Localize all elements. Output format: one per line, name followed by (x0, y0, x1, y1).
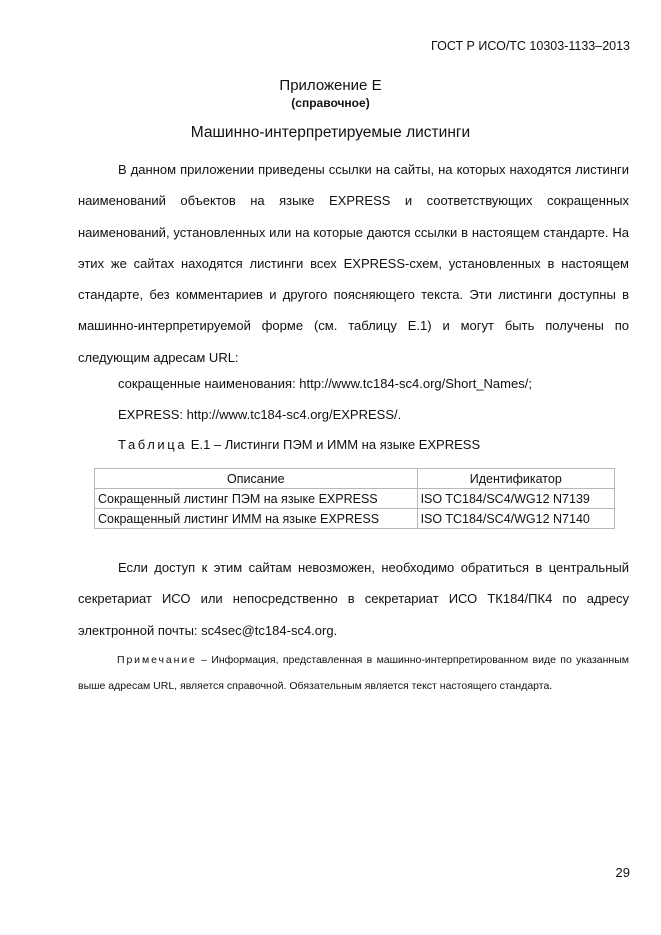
intro-paragraph (78, 154, 629, 373)
intro-paragraph-text: В данном приложении приведены ссылки на сайты, на которых находятся листинги наименований объектов на языке EXPRESS и соответствующих сокращенных наименований, установленных или на которые даются ссылки в настоящем стандарте. На этих же сайтах находятся листинги всех EXPRESS-схем, установленных в настоящем стандарте, без комментариев и другого поясняющего текста. Эти листинги доступны в машинно-интерпретируемой форме (см. таблицу Е.1) и могут быть получены по следующим адресам URL: (78, 162, 629, 365)
table-cell-description: Сокращенный листинг ПЭМ на языке EXPRESS (95, 489, 418, 509)
note (78, 647, 629, 699)
note-text: Информация, представленная в машинно-интерпретированном виде по указанным выше адресам URL, является справочной. Обязательным является текст настоящего стандарта. (78, 654, 629, 692)
table-caption (118, 437, 480, 452)
document-code: ГОСТ Р ИСО/ТС 10303-1133–2013 (431, 39, 630, 53)
page-number: 29 (615, 865, 630, 880)
section-heading: Машинно-интерпретируемые листинги (190, 124, 471, 141)
table-caption-label: Таблица (118, 437, 188, 452)
url-short-names: сокращенные наименования: http://www.tc184-sc4.org/Short_Names/; (118, 376, 532, 391)
contact-paragraph-text: Если доступ к этим сайтам невозможен, необходимо обратиться в центральный секретариат ИСО или непосредственно в секретариат ИСО ТК184/ПК4 по адресу электронной почты: sc4sec@tc184-sc4.org. (78, 560, 629, 638)
table-header-row (95, 469, 615, 489)
table-caption-text: Е.1 – Листинги ПЭМ и ИММ на языке EXPRESS (187, 437, 481, 452)
table-cell-description: Сокращенный листинг ИММ на языке EXPRESS (95, 509, 418, 529)
listings-table (94, 468, 615, 529)
note-label: Примечание (117, 654, 197, 666)
contact-paragraph (78, 552, 629, 646)
table-row (95, 489, 615, 509)
table-cell-identifier: ISO TC184/SC4/WG12 N7140 (417, 509, 614, 529)
column-header-description: Описание (95, 469, 418, 489)
column-header-identifier: Идентификатор (417, 469, 614, 489)
table-cell-identifier: ISO TC184/SC4/WG12 N7139 (417, 489, 614, 509)
annex-title: Приложение Е (279, 77, 382, 94)
note-dash: – (196, 654, 212, 666)
table-row (95, 509, 615, 529)
url-express: EXPRESS: http://www.tc184-sc4.org/EXPRESS/. (118, 407, 402, 422)
annex-subtitle: (справочное) (291, 96, 370, 110)
